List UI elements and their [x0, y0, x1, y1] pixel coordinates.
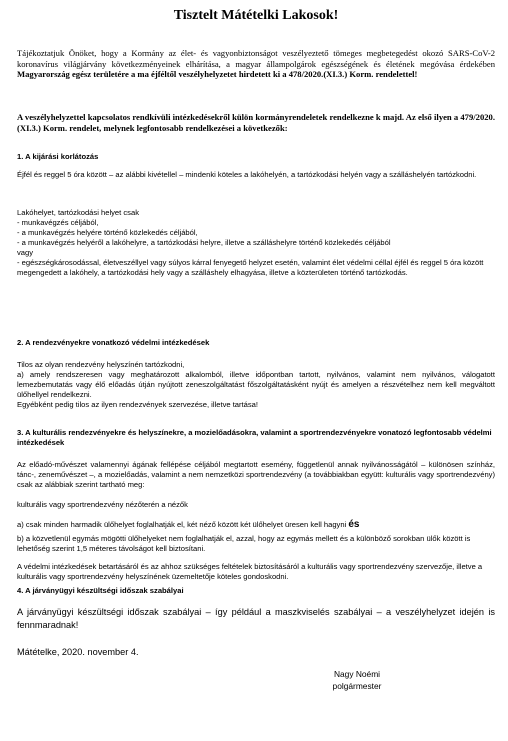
section-3-heading: 3. A kulturális rendezvényekre és helyszínekre, a mozielőadásokra, valamint a sportrendezvényekre vonatozó legfontosabb védelmi intézkedések	[17, 428, 492, 447]
list-item: vagy	[17, 248, 34, 257]
signature-block	[287, 668, 427, 692]
section-3-p1: Az előadó-művészet valamennyi ágának fellépése céljából megtartott esemény, függetlenül annak nyilvánosságától – különösen színház, tánc-, zeneművészet –, a mozielőadás, valamint a nem nemzetközi sportrendezvény (a továbbiakban együtt: kulturális vagy sportrendezvény) csak az alábbiak szerint tartható meg:	[17, 460, 495, 489]
intro-text: Tájékoztatjuk Önöket, hogy a Kormány az élet- és vagyonbiztonságot veszélyeztető tömeges megbetegedést okozó SARS-CoV-2 koronavírus világjárvány következményeinek elhárítása, a magyar állampolgárok egészségének és életének megóvása érdekében	[17, 48, 495, 69]
document-title: Tisztelt Mátételki Lakosok!	[173, 8, 339, 23]
intro-emphasis: Magyarország egész területére a ma éjféltől veszélyhelyzetet hirdetett ki a 478/2020.(XI.3.) Korm. rendelettel!	[17, 69, 418, 80]
list-item: - egészségkárosodással, életveszéllyel vagy súlyos kárral fenyegető helyzet esetén, valamint élet védelmi céllal éjfél és reggel 5 óra között megengedett a lakóhely, a tartózkodási hely vagy a szálláshely elhagyása, illetve a közterületen történő tartózkodás.	[17, 258, 484, 277]
intro-paragraph	[17, 48, 495, 80]
section-2-p3: Egyébként pedig tilos az ilyen rendezvények szervezése, illetve tartása!	[17, 400, 259, 409]
section-3-p3	[17, 520, 495, 530]
section-3-p3-es: és	[348, 519, 360, 530]
decree-paragraph: A veszélyhelyzettel kapcsolatos rendkívüli intézkedésekről külön kormányrendeletek rendelkezne k majd. Az első ilyen a 479/2020.(XI.3.) Korm. rendelet, melynek legfontosabb rendelkezései a következők:	[17, 112, 495, 133]
place-date: Mátételke, 2020. november 4.	[17, 647, 139, 657]
section-4-p1: A járványügyi készültségi időszak szabályai – így például a maszkviselés szabályai – a veszélyhelyzet idején is fennmaradnak!	[17, 607, 495, 630]
list-intro: Lakóhelyet, tartózkodási helyet csak	[17, 208, 139, 217]
section-1-list	[17, 208, 495, 278]
section-3-p3-text: a) csak minden harmadik ülőhelyet foglalhatják el, két néző között két ülőhelyet üresen kell hagyni	[17, 520, 349, 529]
section-1-paragraph: Éjfél és reggel 5 óra között – az alábbi kivétellel – mindenki köteles a lakóhelyén, a tartózkodási helyén vagy a szálláshelyén tartózkodni.	[17, 170, 477, 179]
section-2-p1: Tilos az olyan rendezvény helyszínén tartózkodni,	[17, 360, 185, 369]
list-item: - a munkavégzés helyére történő közlekedés céljából,	[17, 228, 198, 237]
section-3-p2: kulturális vagy sportrendezvény nézőterén a nézők	[17, 500, 188, 509]
section-3-p5: A védelmi intézkedések betartásáról és az ahhoz szükséges feltételek biztosításáról a kulturális vagy sportrendezvény szervezője, illetve a kulturális vagy sportrendezvény helyszínének üzemeltetője köteles gondoskodni.	[17, 562, 483, 581]
section-3-p4: b) a közvetlenül egymás mögötti ülőhelyeket nem foglalhatják el, azzal, hogy az egymás mellett és a különböző sorokban ülők között is lehetőség szerint 1,5 méteres távolságot kell biztosítani.	[17, 534, 471, 553]
section-4-heading: 4. A járványügyi készültségi időszak szabályai	[17, 586, 184, 595]
list-item: - munkavégzés céljából,	[17, 218, 99, 227]
list-item: - a munkavégzés helyéről a lakóhelyre, a tartózkodási helyre, illetve a szálláshelyre történő közlekedés céljából	[17, 238, 391, 247]
section-1-heading: 1. A kijárási korlátozás	[17, 152, 99, 161]
section-2-p2: a) amely rendszeresen vagy meghatározott alkalomból, illetve időpontban tartott, nyilvános, valamint nem nyilvános, válogatott lemezbemutatás vagy élő előadás útján nyújtott zeneszolgáltatást főszolgáltatásként nyújt és amelyen a részvételhez nem kell megváltott ülőhellyel rendelkezni.	[17, 370, 495, 399]
signatory-name: Nagy Noémi	[333, 669, 381, 679]
section-2-body	[17, 360, 495, 410]
signatory-role: polgármester	[332, 681, 382, 691]
section-2-heading: 2. A rendezvényekre vonatkozó védelmi intézkedések	[17, 338, 210, 347]
